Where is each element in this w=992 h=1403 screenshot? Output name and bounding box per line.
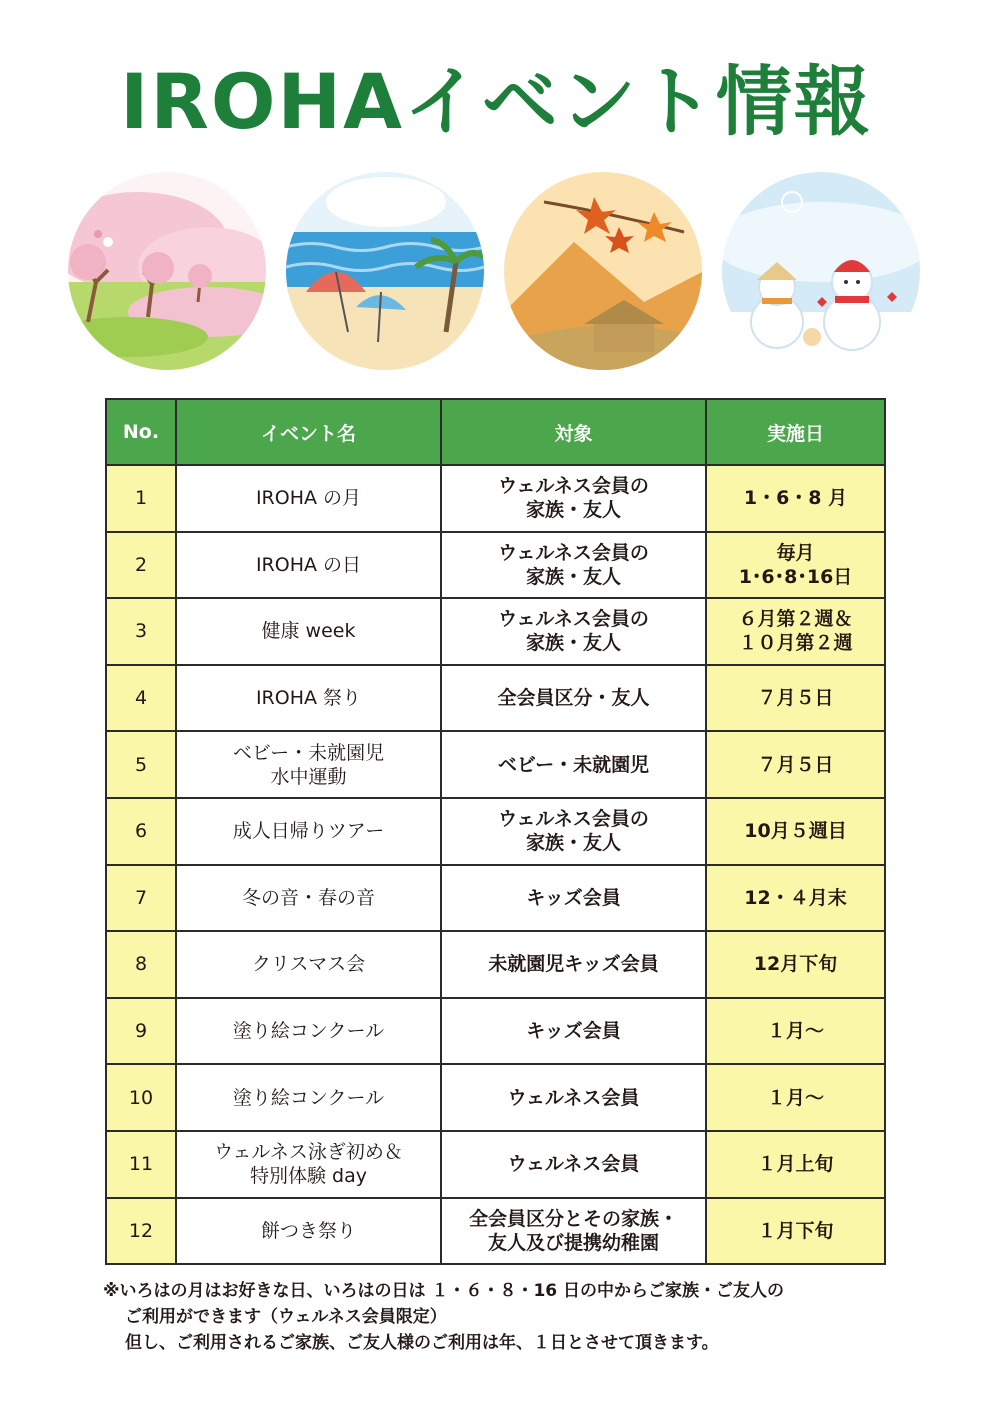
header-event-name: イベント名 [176, 399, 441, 465]
cell-date [706, 532, 885, 599]
cell-no: 1 [106, 465, 176, 532]
cell-date-line: １月下旬 [757, 1219, 834, 1242]
cell-date [706, 931, 885, 998]
cell-date [706, 465, 885, 532]
cell-event-name-line: 水中運動 [270, 765, 347, 788]
table-row [106, 1198, 885, 1265]
footnotes [103, 1278, 923, 1356]
table-body [106, 465, 885, 1264]
cell-date [706, 998, 885, 1065]
cell-date-line: ７月５日 [757, 753, 834, 776]
cell-date-line: 12月下旬 [753, 953, 838, 976]
cell-event-name-line: IROHA 祭り [255, 687, 362, 710]
cell-event-name-line: 塗り絵コンクール [232, 1086, 385, 1109]
cell-no: 9 [106, 998, 176, 1065]
footnote-line: ご利用ができます（ウェルネス会員限定） [125, 1307, 447, 1327]
cell-target-line: 家族・友人 [525, 632, 621, 655]
cell-target-line: 全会員区分・友人 [497, 687, 650, 710]
cell-event-name [176, 465, 441, 532]
cell-target [441, 1064, 706, 1131]
cell-no: 2 [106, 532, 176, 599]
cell-no: 3 [106, 598, 176, 665]
cell-target [441, 798, 706, 865]
cell-event-name-line: 健康 week [261, 620, 356, 643]
cell-date [706, 1131, 885, 1198]
header-target: 対象 [441, 399, 706, 465]
cell-target-line: 未就園児キッズ会員 [488, 953, 659, 976]
cell-target-line: キッズ会員 [526, 886, 621, 909]
cell-target-line: 友人及び提携幼稚園 [487, 1231, 659, 1254]
cell-event-name [176, 1064, 441, 1131]
cell-date [706, 598, 885, 665]
cell-target [441, 731, 706, 798]
cell-target-line: 全会員区分とその家族・ [468, 1207, 678, 1230]
cell-target-line: ウェルネス会員の [498, 608, 649, 631]
header-no: No. [106, 399, 176, 465]
cell-target [441, 465, 706, 532]
table-row [106, 532, 885, 599]
cell-event-name-line: 塗り絵コンクール [232, 1020, 385, 1043]
cell-event-name [176, 532, 441, 599]
cell-event-name-line: IROHA の日 [255, 553, 362, 576]
cell-target [441, 931, 706, 998]
cell-target [441, 1131, 706, 1198]
cell-no: 12 [106, 1198, 176, 1265]
cell-event-name-line: クリスマス会 [251, 953, 366, 976]
cell-date-line: 1・6・8 月 [743, 487, 848, 510]
cell-event-name-line: 特別体験 day [250, 1165, 367, 1188]
cell-no: 6 [106, 798, 176, 865]
header-date: 実施日 [706, 399, 885, 465]
cell-date [706, 798, 885, 865]
cell-date [706, 865, 885, 932]
table-row [106, 465, 885, 532]
cell-event-name-line: 冬の音・春の音 [241, 886, 375, 909]
cell-date-line: １月～ [766, 1086, 824, 1109]
table-row [106, 865, 885, 932]
cell-target [441, 665, 706, 732]
summer-beach-icon [286, 172, 484, 370]
cell-date-line: 毎月 [776, 541, 815, 564]
cell-target-line: ウェルネス会員の [498, 808, 649, 831]
table-header-row [106, 399, 885, 465]
cell-date-line: 10月５週目 [744, 820, 847, 843]
page-title: IROHAイベント情報 [120, 57, 872, 146]
cell-date-line: １月上旬 [757, 1153, 834, 1176]
cell-event-name [176, 1198, 441, 1265]
table-row [106, 1131, 885, 1198]
cell-target-line: 家族・友人 [525, 832, 621, 855]
table-row [106, 598, 885, 665]
cell-target-line: ウェルネス会員の [498, 541, 649, 564]
cell-target [441, 532, 706, 599]
cell-date-line: １月～ [766, 1020, 824, 1043]
cell-target [441, 865, 706, 932]
cell-date [706, 731, 885, 798]
table-row [106, 798, 885, 865]
cell-no: 5 [106, 731, 176, 798]
cell-no: 10 [106, 1064, 176, 1131]
cell-date-line: ６月第２週＆ [738, 608, 853, 631]
spring-cherry-blossom-icon [68, 172, 266, 370]
cell-event-name-line: ベビー・未就園児 [232, 741, 385, 764]
cell-date [706, 1198, 885, 1265]
cell-date [706, 665, 885, 732]
cell-target [441, 598, 706, 665]
cell-no: 11 [106, 1131, 176, 1198]
cell-event-name-line: 成人日帰りツアー [232, 820, 385, 843]
table-row [106, 731, 885, 798]
table-row [106, 931, 885, 998]
footnote-line: ※いろはの月はお好きな日、いろはの日は １・６・８・16 日の中からご家族・ご友人の [103, 1281, 785, 1301]
cell-date-line: １０月第２週 [738, 632, 853, 655]
cell-event-name [176, 865, 441, 932]
cell-event-name [176, 1131, 441, 1198]
autumn-maple-icon [504, 172, 702, 370]
cell-event-name [176, 731, 441, 798]
cell-date-line: ７月５日 [757, 687, 834, 710]
season-illustrations [68, 172, 928, 372]
cell-date-line: 1･6･8･16日 [738, 565, 853, 588]
cell-target-line: ウェルネス会員 [507, 1153, 640, 1176]
cell-target-line: 家族・友人 [525, 565, 621, 588]
cell-target [441, 998, 706, 1065]
cell-target-line: キッズ会員 [526, 1020, 621, 1043]
cell-event-name [176, 598, 441, 665]
table-row [106, 1064, 885, 1131]
cell-no: 7 [106, 865, 176, 932]
cell-date-line: 12・４月末 [744, 886, 847, 909]
cell-target-line: 家族・友人 [525, 499, 621, 522]
cell-target [441, 1198, 706, 1265]
cell-event-name [176, 931, 441, 998]
footnote-line: 但し、ご利用されるご家族、ご友人様のご利用は年、１日とさせて頂きます。 [125, 1333, 719, 1353]
winter-snowman-icon [722, 172, 920, 370]
cell-target-line: ウェルネス会員の [498, 475, 649, 498]
cell-event-name [176, 798, 441, 865]
cell-event-name-line: 餅つき祭り [260, 1219, 356, 1242]
cell-no: 4 [106, 665, 176, 732]
cell-target-line: ウェルネス会員 [507, 1086, 640, 1109]
event-table [105, 398, 886, 1265]
cell-date [706, 1064, 885, 1131]
cell-event-name-line: IROHA の月 [255, 487, 362, 510]
cell-event-name [176, 998, 441, 1065]
cell-no: 8 [106, 931, 176, 998]
cell-target-line: ベビー・未就園児 [497, 753, 650, 776]
table-row [106, 998, 885, 1065]
table-row [106, 665, 885, 732]
cell-event-name [176, 665, 441, 732]
cell-event-name-line: ウェルネス泳ぎ初め＆ [214, 1141, 403, 1164]
